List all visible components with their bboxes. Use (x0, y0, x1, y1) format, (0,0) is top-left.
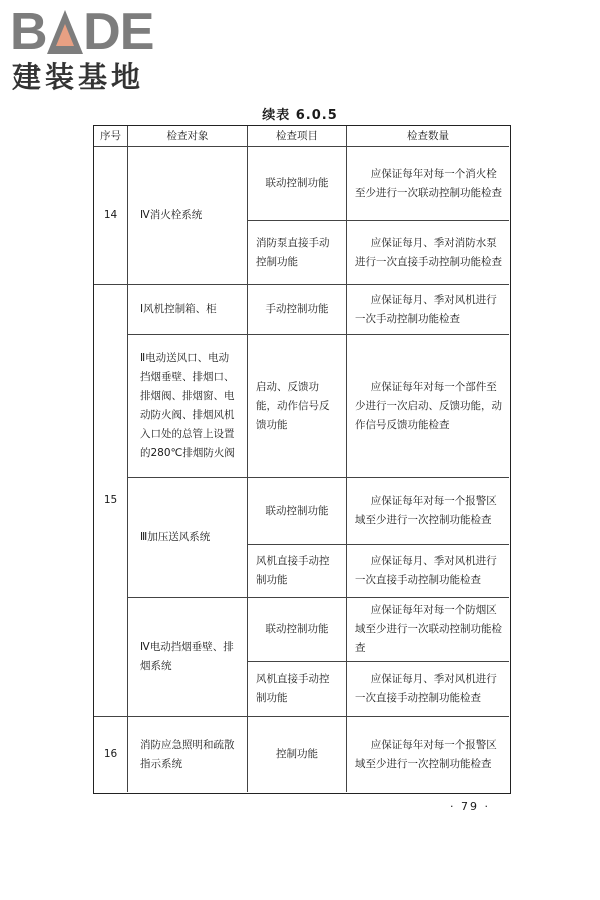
row-16-quantity: 应保证每年对每一个报警区域至少进行一次控制功能检查 (355, 738, 497, 770)
row-15-group-4-item-1: 联动控制功能 (248, 598, 347, 662)
logo-chinese-name: 建装基地 (12, 60, 145, 94)
header-serial-number: 序号 (94, 126, 128, 147)
table-title: 续表 6.0.5 (262, 108, 338, 123)
row-14-number: 14 (94, 147, 128, 285)
row-16-object: 消防应急照明和疏散指示系统 (128, 717, 248, 792)
logo-letter-d: D (83, 3, 120, 61)
row-15-group-2-object: Ⅱ电动送风口、电动挡烟垂壁、排烟口、排烟阀、排烟窗、电动防火阀、排烟风机入口处的总管上设置的280℃排烟防火阀 (128, 335, 248, 478)
row-15-group-2-item: 启动、反馈功能，动作信号反馈功能 (248, 335, 347, 478)
row-14-quantity-2: 应保证每月、季对消防水泵进行一次直接手动控制功能检查 (347, 221, 509, 285)
row-15-group-1-object: Ⅰ风机控制箱、柜 (128, 285, 248, 335)
row-15-group-4-quantity-2: 应保证每月、季对风机进行一次直接手动控制功能检查 (347, 662, 509, 717)
logo-letter-a (47, 6, 84, 58)
row-14-quantity-1: 应保证每年对每一个消火栓至少进行一次联动控制功能检查 (347, 147, 509, 221)
row-15-group-1-item: 手动控制功能 (248, 285, 347, 335)
inspection-table (93, 125, 511, 794)
row-16-item: 控制功能 (248, 717, 347, 792)
logo-letter-b: B (10, 3, 47, 61)
row-15-group-3-quantity-2: 应保证每月、季对风机进行一次直接手动控制功能检查 (347, 545, 509, 598)
row-16-number: 16 (94, 717, 128, 792)
logo-a-triangle-icon (47, 10, 83, 54)
row-15-group-3-object: Ⅲ加压送风系统 (128, 478, 248, 598)
row-14-item-2: 消防泵直接手动控制功能 (248, 221, 347, 285)
logo-letter-e: E (119, 3, 154, 61)
header-inspection-quantity: 检查数量 (347, 126, 509, 147)
row-15-number: 15 (94, 285, 128, 717)
bade-logo (10, 3, 180, 96)
row-15-group-3-item-1: 联动控制功能 (248, 478, 347, 545)
row-15-group-4-object: Ⅳ电动挡烟垂壁、排烟系统 (128, 598, 248, 717)
row-14-object: Ⅳ消火栓系统 (128, 147, 248, 285)
row-15-group-4-item-2: 风机直接手动控制功能 (248, 662, 347, 717)
row-14-item-1: 联动控制功能 (248, 147, 347, 221)
page-number: · 79 · (450, 800, 490, 813)
row-15-group-1-quantity: 应保证每月、季对风机进行一次手动控制功能检查 (347, 285, 509, 335)
row-15-group-3-item-2: 风机直接手动控制功能 (248, 545, 347, 598)
row-15-group-2-quantity: 应保证每年对每一个部件至少进行一次启动、反馈功能，动作信号反馈功能检查 (347, 335, 509, 478)
row-15-group-4-quantity-1: 应保证每年对每一个防烟区域至少进行一次联动控制功能检查 (347, 598, 509, 662)
header-inspection-object: 检查对象 (128, 126, 248, 147)
logo-wordmark (10, 3, 175, 61)
row-15-group-3-quantity-1: 应保证每年对每一个报警区域至少进行一次控制功能检查 (347, 478, 509, 545)
header-inspection-item: 检查项目 (248, 126, 347, 147)
